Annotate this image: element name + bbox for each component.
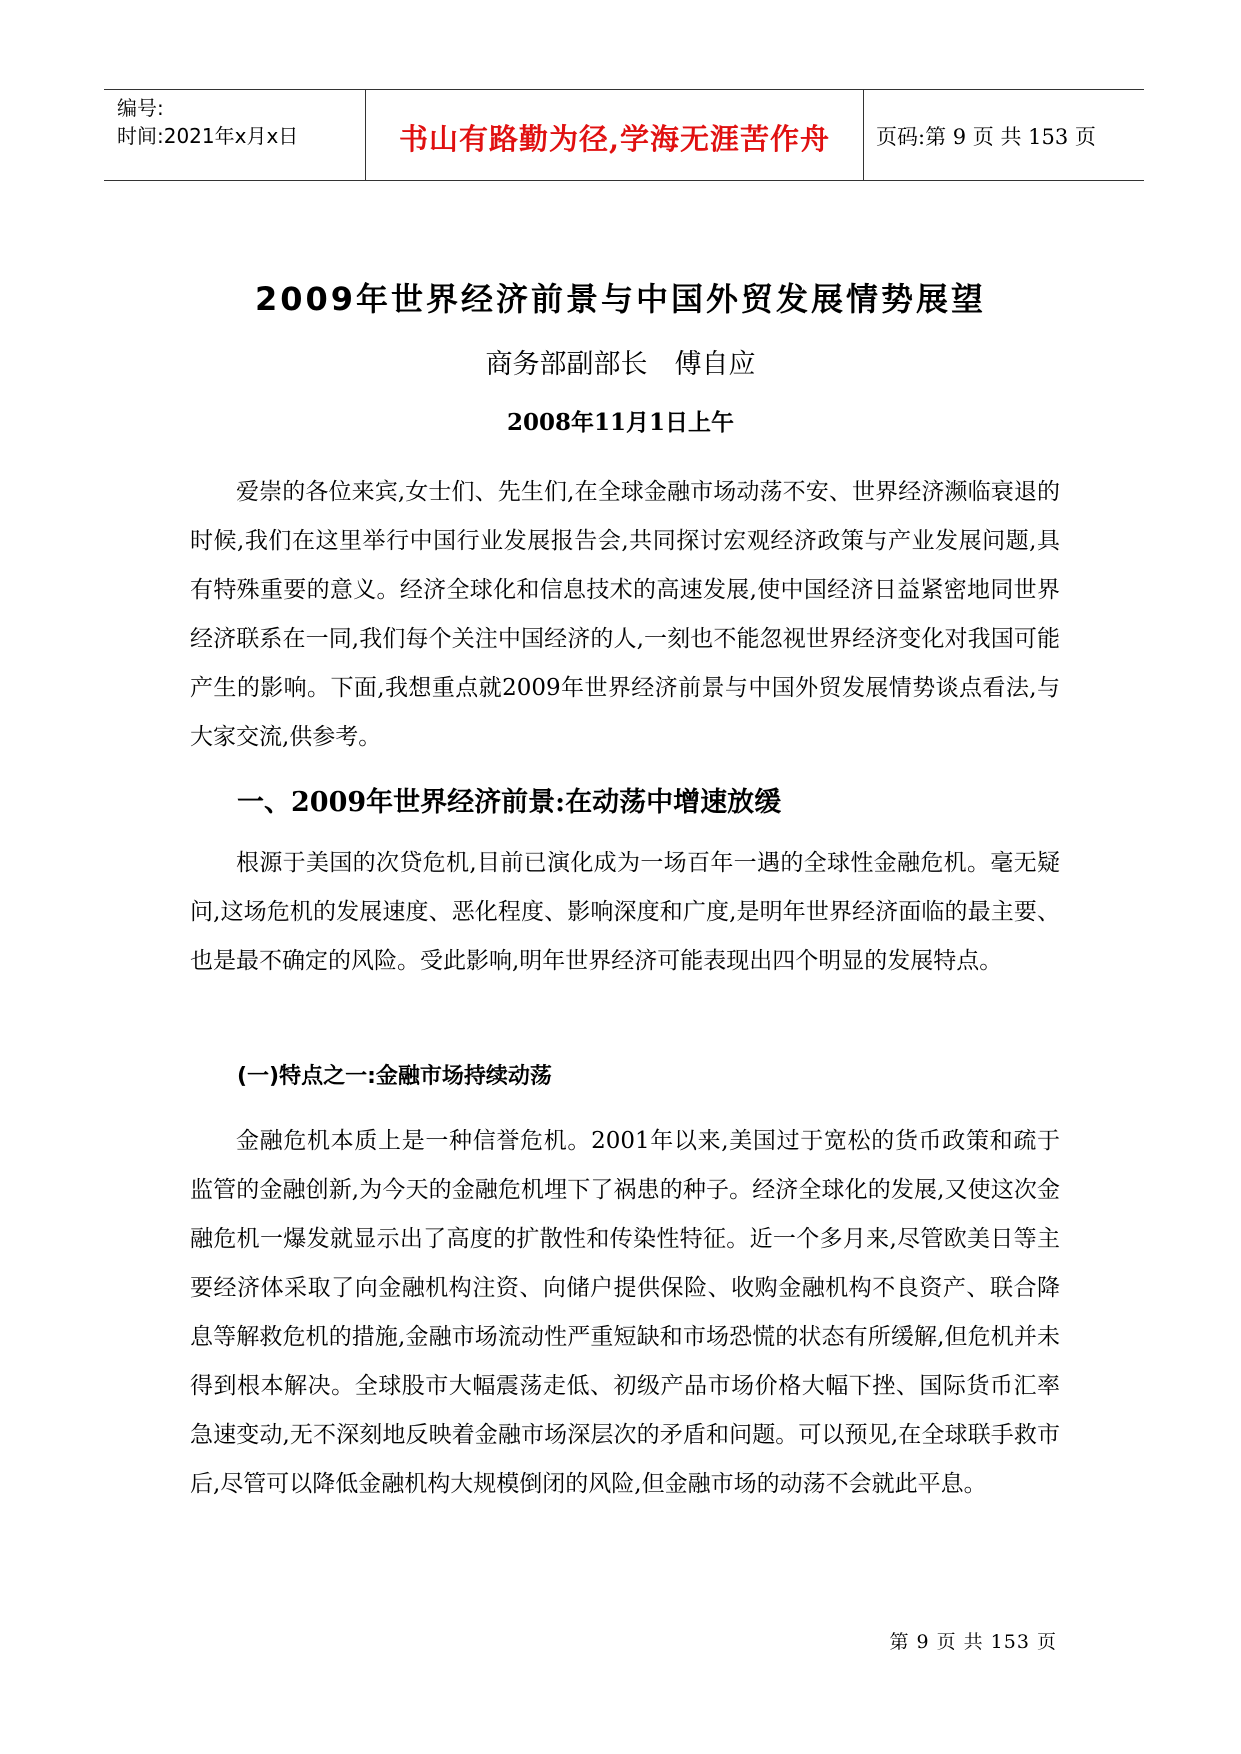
document-author: 商务部副部长 傅自应 [485,349,756,380]
section-heading: 一、2009年世界经济前景:在动荡中增速放缓 [237,787,782,818]
header-page-info: 页码:第 9 页 共 153 页 [876,125,1096,149]
number-label: 编号: [117,96,164,120]
time-label: 时间:2021年x月x日 [117,124,299,148]
document-header [104,89,1144,181]
intro-paragraph: 爱崇的各位来宾,女士们、先生们,在全球金融市场动荡不安、世界经济濒临衰退的时候,我们在这里举行中国行业发展报告会,共同探讨宏观经济政策与产业发展问题,具有特殊重要的意义。经济全球化和信息技术的高速发展,使中国经济日益紧密地同世界经济联系在一同,我们每个关注中国经济的人,一刻也不能忽视世界经济变化对我国可能产生的影响。下面,我想重点就2009年世界经济前景与中国外贸发展情势谈点看法,与大家交流,供参考。 [190,479,1060,750]
subsection-heading: (一)特点之一:金融市场持续动荡 [237,1064,552,1089]
header-meta-cell [104,90,366,180]
page-footer: 第 9 页 共 153 页 [889,1631,1057,1653]
document-date: 2008年11月1日上午 [506,409,735,436]
section-paragraph: 根源于美国的次贷危机,目前已演化成为一场百年一遇的全球性金融危机。毫无疑问,这场危机的发展速度、恶化程度、影响深度和广度,是明年世界经济面临的最主要、也是最不确定的风险。受此影响,明年世界经济可能表现出四个明显的发展特点。 [190,850,1060,974]
document-title: 2009年世界经济前景与中国外贸发展情势展望 [254,280,987,318]
subsection-paragraph: 金融危机本质上是一种信誉危机。2001年以来,美国过于宽松的货币政策和疏于监管的金融创新,为今天的金融危机埋下了祸患的种子。经济全球化的发展,又使这次金融危机一爆发就显示出了高度的扩散性和传染性特征。近一个多月来,尽管欧美日等主要经济体采取了向金融机构注资、向储户提供保险、收购金融机构不良资产、联合降息等解救危机的措施,金融市场流动性严重短缺和市场恐慌的状态有所缓解,但危机并未得到根本解决。全球股市大幅震荡走低、初级产品市场价格大幅下挫、国际货币汇率急速变动,无不深刻地反映着金融市场深层次的矛盾和问题。可以预见,在全球联手救市后,尽管可以降低金融机构大规模倒闭的风险,但金融市场的动荡不会就此平息。 [190,1128,1060,1497]
header-motto: 书山有路勤为径,学海无涯苦作舟 [366,90,864,180]
